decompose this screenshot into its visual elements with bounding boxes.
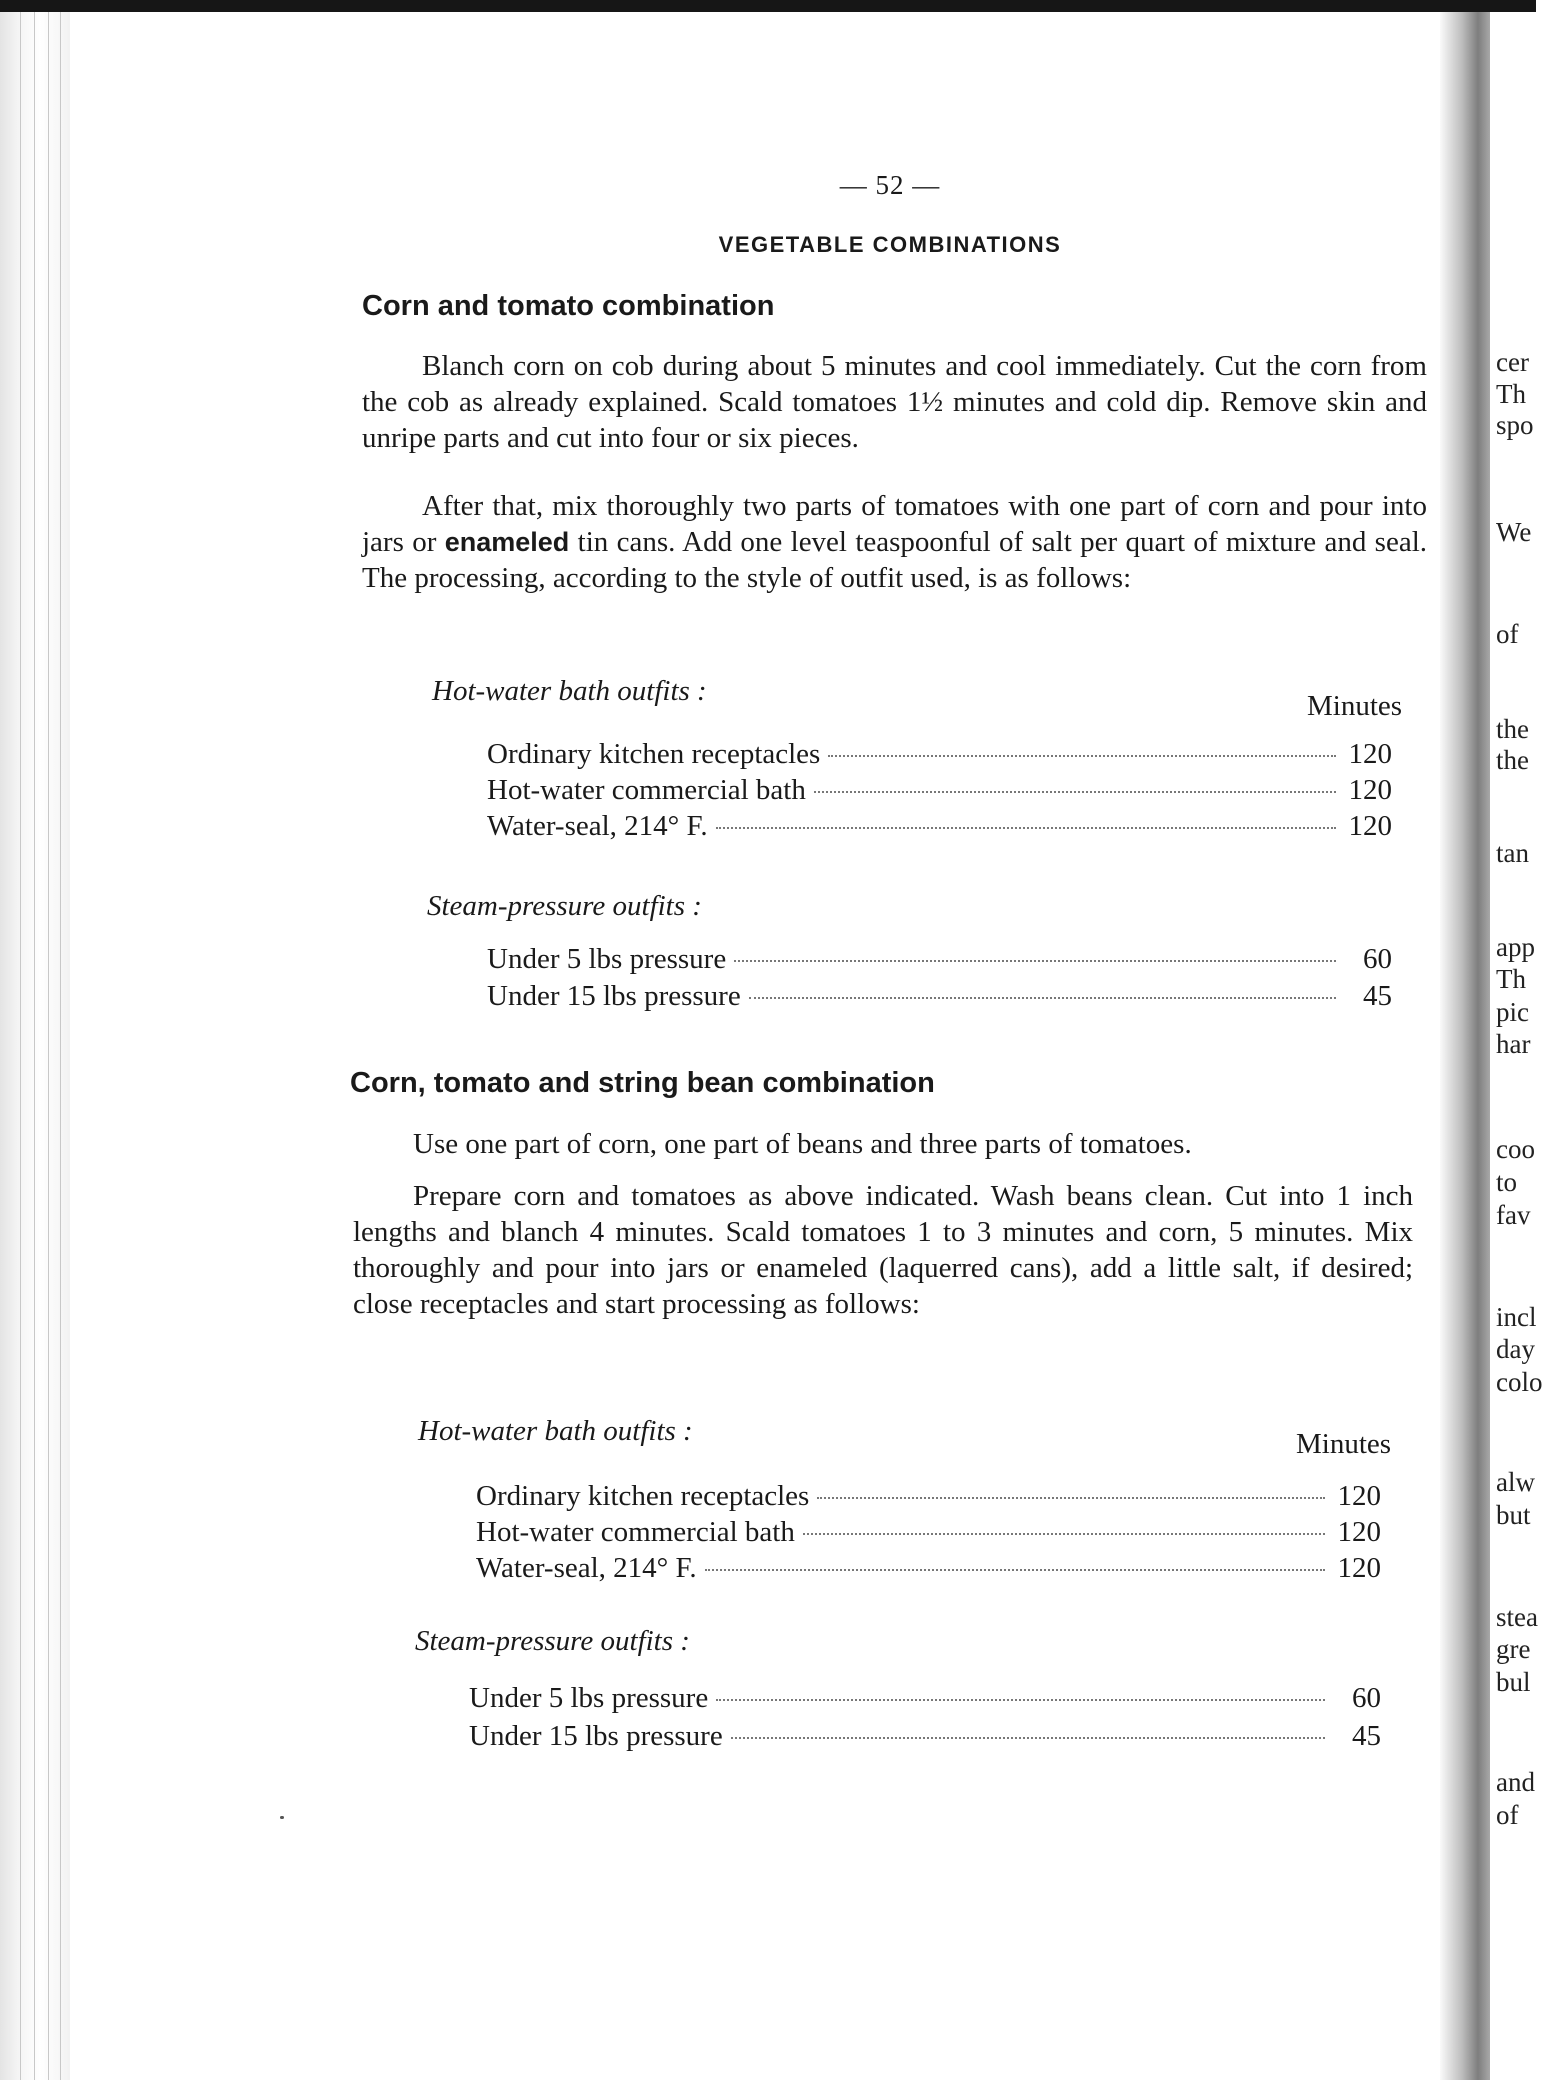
- paragraph: [362, 488, 1427, 596]
- row-value: 60: [1352, 1682, 1381, 1714]
- subheading-hot-water: Hot-water bath outfits :: [432, 675, 707, 707]
- row-value: 120: [1337, 1480, 1381, 1512]
- table-row: [469, 1720, 1381, 1756]
- row-label: Under 15 lbs pressure: [469, 1720, 723, 1752]
- fragment-text: Th: [1496, 964, 1526, 994]
- fragment-text: bul: [1496, 1667, 1531, 1697]
- fragment-text: and: [1496, 1767, 1535, 1797]
- fragment-text: We: [1496, 517, 1532, 547]
- table-row: [487, 774, 1392, 810]
- fragment-text: pic: [1496, 997, 1529, 1027]
- row-label: Under 15 lbs pressure: [487, 980, 741, 1012]
- paragraph-text: tin cans. Add one level teaspoonful of salt per quart of mixture and seal. The processing, according to the style of outfit used, is as follows:: [362, 526, 1428, 594]
- subheading-hot-water: Hot-water bath outfits :: [418, 1415, 693, 1447]
- row-value: 45: [1363, 980, 1392, 1012]
- fragment-text: fav: [1496, 1200, 1531, 1230]
- fragment-text: to: [1496, 1167, 1518, 1197]
- subheading-steam-pressure: Steam-pressure outfits :: [415, 1625, 690, 1657]
- table-row: [487, 943, 1392, 979]
- fragment-text: stea: [1496, 1602, 1538, 1632]
- fragment-text: gre: [1496, 1634, 1531, 1664]
- fragment-text: tan: [1496, 838, 1529, 868]
- fragment-text: har: [1496, 1029, 1531, 1059]
- dot-leader: [803, 1533, 1325, 1535]
- table-row: [476, 1480, 1381, 1516]
- paragraph-text: Blanch corn on cob during about 5 minutes and cool immediately. Cut the corn from the cob as already explained. Scald tomatoes 1½ minutes and cold dip. Remove skin and unripe parts and cut into four or six pieces.: [362, 350, 1427, 454]
- fragment-text: but: [1496, 1500, 1531, 1530]
- scan-top-border: [0, 0, 1536, 12]
- paragraph: [353, 1126, 1413, 1162]
- row-value: 60: [1363, 943, 1392, 975]
- fragment-text: colo: [1496, 1367, 1543, 1397]
- page-number: — 52 —: [839, 170, 941, 200]
- table-row: [469, 1682, 1381, 1718]
- row-label: Water-seal, 214° F.: [476, 1552, 697, 1584]
- fragment-text: the: [1496, 745, 1529, 775]
- minutes-column-label: Minutes: [1307, 690, 1403, 722]
- dot-leader: [731, 1737, 1325, 1739]
- scan-speck: [280, 1816, 284, 1819]
- subheading-steam-pressure: Steam-pressure outfits :: [427, 890, 702, 922]
- dot-leader: [814, 791, 1336, 793]
- paragraph-text: Use one part of corn, one part of beans and three parts of tomatoes.: [413, 1128, 1192, 1160]
- adjacent-page-fragment: [1490, 12, 1543, 2080]
- fragment-text: the: [1496, 714, 1529, 744]
- fragment-text: coo: [1496, 1134, 1535, 1164]
- row-value: 120: [1337, 1552, 1381, 1584]
- fragment-text: spo: [1496, 410, 1534, 440]
- fragment-text: of: [1496, 619, 1519, 649]
- row-label: Under 5 lbs pressure: [487, 943, 727, 975]
- minutes-column-label: Minutes: [1296, 1428, 1392, 1460]
- row-label: Ordinary kitchen receptacles: [487, 738, 821, 770]
- paragraph-text: Prepare corn and tomatoes as above indicated. Wash beans clean. Cut into 1 inch lengths and blanch 4 minutes. Scald tomatoes 1 to 3 minutes and corn, 5 minutes. Mix thoroughly and pour into jars or enameled (laquerred cans), add a little salt, if desired; close receptacles and start processing as follows:: [353, 1180, 1413, 1320]
- table-row: [487, 738, 1392, 774]
- row-value: 45: [1352, 1720, 1381, 1752]
- section-heading: Corn, tomato and string bean combination: [350, 1067, 935, 1099]
- fragment-text: app: [1496, 932, 1535, 962]
- emphasis-text: enameled: [444, 527, 570, 557]
- row-value: 120: [1348, 810, 1392, 842]
- row-label: Under 5 lbs pressure: [469, 1682, 709, 1714]
- paragraph: [362, 348, 1427, 456]
- row-label: Water-seal, 214° F.: [487, 810, 708, 842]
- running-head: VEGETABLE COMBINATIONS: [718, 232, 1062, 257]
- table-row: [476, 1516, 1381, 1552]
- paragraph: [353, 1178, 1413, 1322]
- fragment-text: incl: [1496, 1302, 1537, 1332]
- row-label: Ordinary kitchen receptacles: [476, 1480, 810, 1512]
- dot-leader: [817, 1497, 1325, 1499]
- dot-leader: [734, 960, 1336, 962]
- section-heading: Corn and tomato combination: [362, 290, 775, 322]
- dot-leader: [716, 827, 1336, 829]
- fragment-text: Th: [1496, 379, 1526, 409]
- table-row: [476, 1552, 1381, 1588]
- row-label: Hot-water commercial bath: [487, 774, 806, 806]
- paragraph-text: After that, mix thoroughly two parts of tomatoes with one part of corn and pour into jars or: [362, 490, 1427, 558]
- fragment-text: cer: [1496, 347, 1529, 377]
- fragment-text: alw: [1496, 1467, 1535, 1497]
- fragment-text: day: [1496, 1334, 1535, 1364]
- dot-leader: [828, 755, 1336, 757]
- row-label: Hot-water commercial bath: [476, 1516, 795, 1548]
- table-row: [487, 810, 1392, 846]
- dot-leader: [716, 1699, 1325, 1701]
- book-gutter-shadow: [1440, 12, 1490, 2080]
- stacked-page-edges: [0, 12, 70, 2080]
- table-row: [487, 980, 1392, 1016]
- fragment-text: of: [1496, 1800, 1519, 1830]
- row-value: 120: [1348, 774, 1392, 806]
- dot-leader: [705, 1569, 1325, 1571]
- dot-leader: [749, 997, 1336, 999]
- row-value: 120: [1337, 1516, 1381, 1548]
- row-value: 120: [1348, 738, 1392, 770]
